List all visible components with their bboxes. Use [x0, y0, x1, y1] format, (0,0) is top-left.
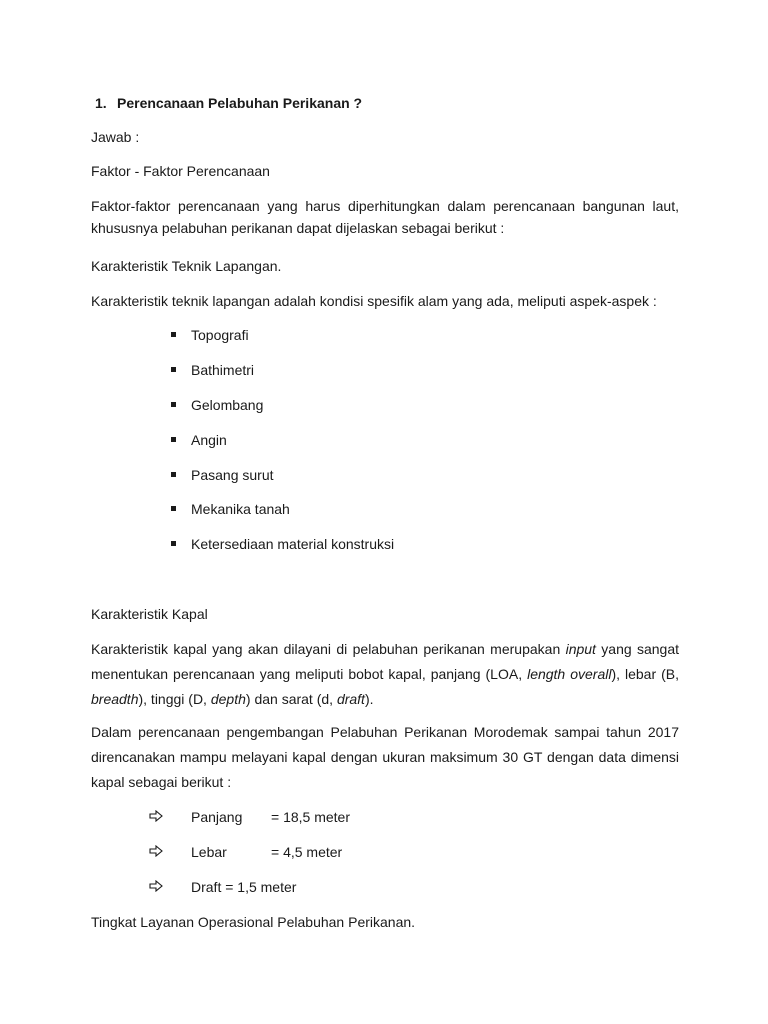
square-bullet-icon: [171, 506, 176, 511]
teknik-title: Karakteristik Teknik Lapangan.: [91, 258, 282, 274]
faktor-title: Faktor - Faktor Perencanaan: [91, 163, 270, 179]
teknik-paragraph: Karakteristik teknik lapangan adalah kondisi spesifik alam yang ada, meliputi aspek-aspek :: [91, 293, 657, 309]
kapal-title: Karakteristik Kapal: [91, 606, 208, 622]
square-bullet-icon: [171, 367, 176, 372]
section-heading: [95, 92, 683, 114]
square-bullet-icon: [171, 472, 176, 477]
square-bullet-icon: [171, 332, 176, 337]
heading-number: 1.: [95, 95, 107, 111]
faktor-paragraph: Faktor-faktor perencanaan yang harus diperhitungkan dalam perencanaan bangunan laut, khususnya pelabuhan perikanan dapat dijelaskan sebagai berikut :: [91, 198, 679, 236]
kapal-paragraph: Karakteristik kapal yang akan dilayani di pelabuhan perikanan merupakan input yang sangat menentukan perencanaan yang meliputi bobot kapal, panjang (LOA, length overall), lebar (B, breadth), tinggi (D, depth) dan sarat (d, draft).: [91, 641, 680, 707]
jawab-label: Jawab :: [91, 129, 140, 145]
aspect-list-item: Ketersediaan material konstruksi: [171, 533, 394, 555]
square-bullet-icon: [171, 402, 176, 407]
dimension-value: = 18,5 meter: [271, 809, 350, 825]
dimension-label: Draft = 1,5 meter: [191, 879, 297, 895]
aspect-list-item: Angin: [171, 429, 227, 451]
heading-text: Perencanaan Pelabuhan Perikanan ?: [117, 95, 363, 111]
aspect-list-item: Mekanika tanah: [171, 498, 290, 520]
morodemak-paragraph: Dalam perencanaan pengembangan Pelabuhan Perikanan Morodemak sampai tahun 2017 direncanakan mampu melayani kapal dengan ukuran maksimum 30 GT dengan data dimensi kapal sebagai berikut :: [91, 724, 679, 790]
aspect-list-item: Bathimetri: [171, 359, 254, 381]
arrow-right-icon: [149, 880, 163, 892]
dimension-label: Panjang: [191, 809, 243, 825]
aspect-list-item: Pasang surut: [171, 464, 274, 486]
square-bullet-icon: [171, 541, 176, 546]
aspect-list-item: Topografi: [171, 324, 249, 346]
arrow-right-icon: [149, 845, 163, 857]
aspect-list-item: Gelombang: [171, 394, 263, 416]
dimension-label: Lebar: [191, 844, 227, 860]
arrow-right-icon: [149, 810, 163, 822]
dimension-value: = 4,5 meter: [271, 844, 343, 860]
layanan-title: Tingkat Layanan Operasional Pelabuhan Perikanan.: [91, 914, 416, 930]
square-bullet-icon: [171, 437, 176, 442]
